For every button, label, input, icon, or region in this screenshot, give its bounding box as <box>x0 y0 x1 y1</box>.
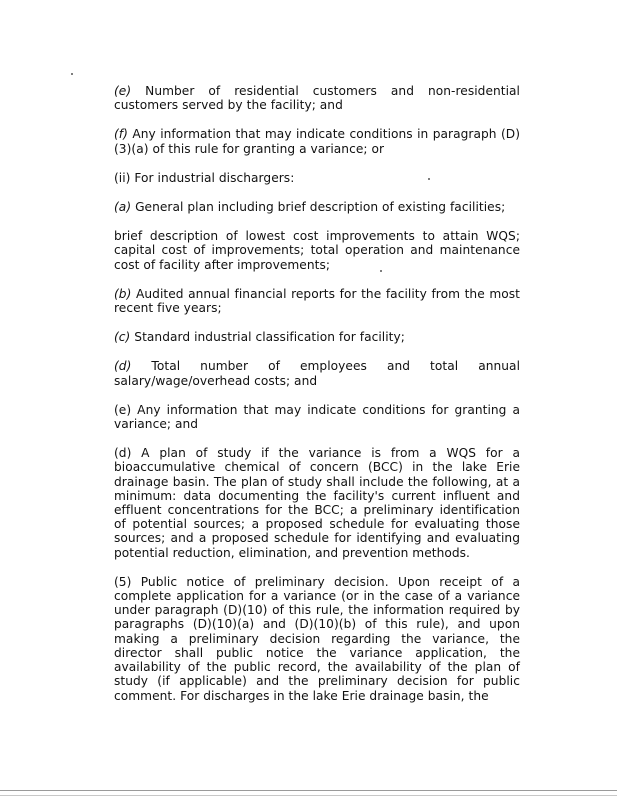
paragraph-conditions-variance <box>114 127 520 155</box>
paragraph-text: brief description of lowest cost improvements to attain WQS; capital cost of improvements; total operation and maintenance cost of facility after improvements; <box>114 229 520 272</box>
scan-speck <box>71 73 73 75</box>
scan-edge-line <box>0 790 617 791</box>
item-label: (d) <box>114 359 132 374</box>
item-label: (b) <box>114 286 132 301</box>
paragraph-text: (5) Public notice of preliminary decision. Upon receipt of a complete application for a variance (or in the case of a variance under paragraph (D)(10) of this rule, the information required by paragraphs (D)(10)(a) and (D)(10)(b) of this rule), and upon making a preliminary decision regarding the variance, the director shall public notice the variance application, the availability of the public record, the availability of the plan of study (if applicable) and the preliminary decision for public comment. For discharges in the lake Erie drainage basin, the <box>114 574 520 703</box>
item-label: (a) <box>114 200 132 215</box>
paragraph-audited-reports <box>114 287 520 315</box>
paragraph-residential-customers <box>114 84 520 112</box>
paragraph-industrial-classification <box>114 330 520 344</box>
paragraph-text: (e) Any information that may indicate conditions for granting a variance; and <box>114 402 520 432</box>
paragraph-employees-costs <box>114 359 520 387</box>
paragraph-plan-of-study <box>114 446 520 560</box>
item-label: (f) <box>114 127 128 142</box>
document-body <box>114 84 520 718</box>
paragraph-text: (d) A plan of study if the variance is from a WQS for a bioaccumulative chemical of concern (BCC) in the lake Erie drainage basin. The plan of study shall include the following, at a minimum: data documenting the facility's current influent and effluent concentrations for the BCC; a preliminary identification of potential sources; a proposed schedule for evaluating those sources; and a proposed schedule for identifying and evaluating potential reduction, elimination, and prevention methods. <box>114 446 520 560</box>
paragraph-public-notice <box>114 575 520 703</box>
scan-edge-line <box>0 795 617 796</box>
paragraph-text: Any information that may indicate conditions in paragraph (D)(3)(a) of this rule for granting a variance; or <box>114 127 520 156</box>
paragraph-text: Standard industrial classification for facility; <box>130 330 405 345</box>
paragraph-text: General plan including brief description of existing facilities; <box>131 200 506 215</box>
paragraph-general-plan <box>114 200 520 214</box>
paragraph-text: Total number of employees and total annual salary/wage/overhead costs; and <box>114 359 520 388</box>
paragraph-lowest-cost-improvements <box>114 229 520 272</box>
paragraph-text: Audited annual financial reports for the facility from the most recent five years; <box>114 286 520 316</box>
paragraph-information-conditions <box>114 403 520 431</box>
item-label: (c) <box>114 330 131 345</box>
item-label: (e) <box>114 84 132 98</box>
paragraph-text: (ii) For industrial dischargers: <box>114 170 295 185</box>
paragraph-industrial-dischargers <box>114 171 520 185</box>
paragraph-text: Number of residential customers and non-residential customers served by the facility; and <box>114 84 520 113</box>
